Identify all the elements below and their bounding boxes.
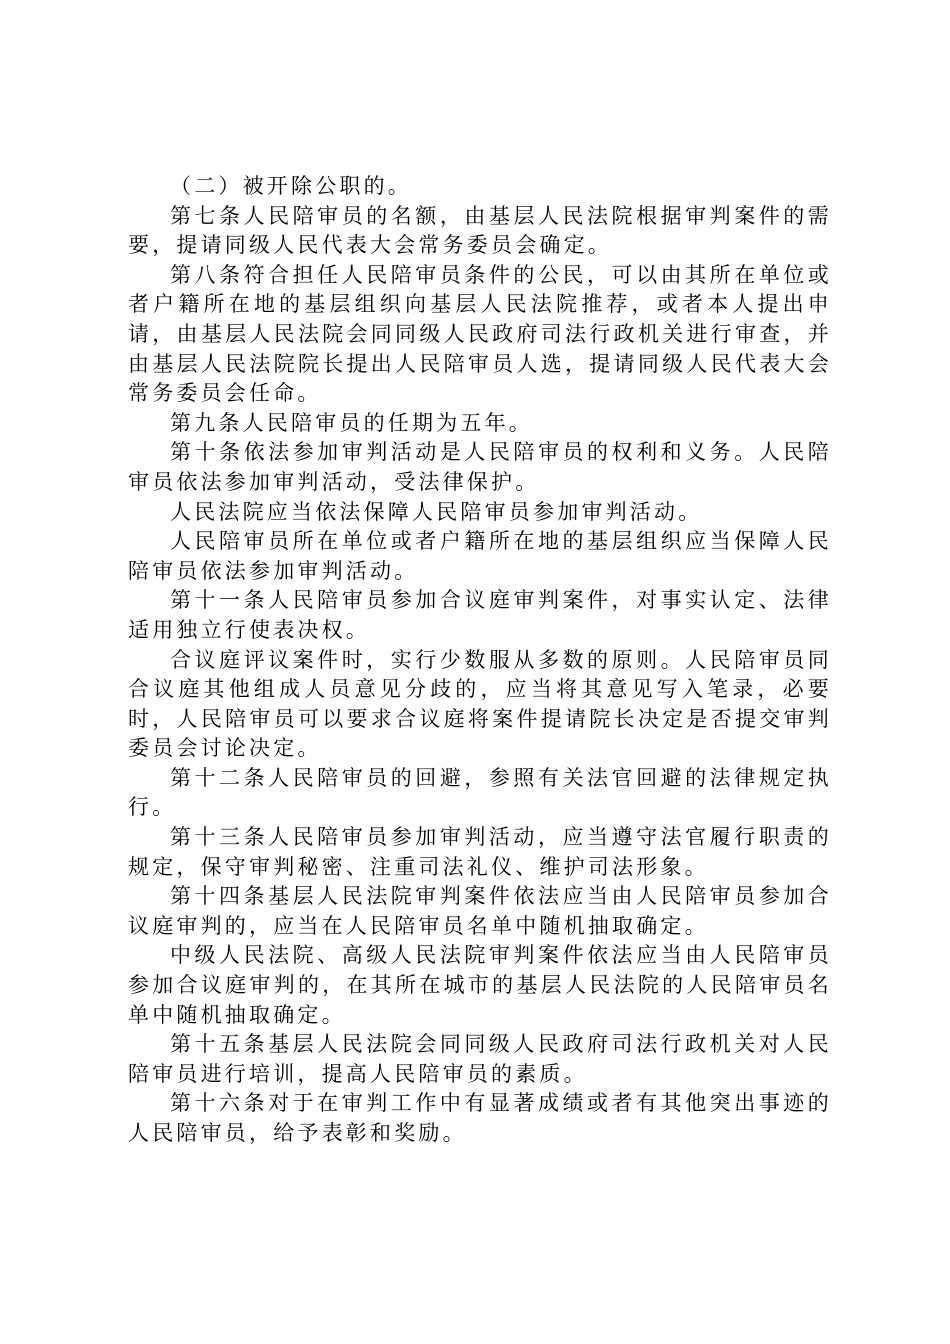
paragraph-11: 第十三条人民陪审员参加审判活动，应当遵守法官履行职责的规定，保守审判秘密、注重司法礼仪、维护司法形象。: [128, 825, 832, 879]
paragraph-14: 第十五条基层人民法院会同同级人民政府司法行政机关对人民陪审员进行培训，提高人民陪审员的素质。: [128, 1032, 832, 1086]
paragraph-9: 合议庭评议案件时，实行少数服从多数的原则。人民陪审员同合议庭其他组成人员意见分歧的，应当将其意见写入笔录，必要时，人民陪审员可以要求合议庭将案件提请院长决定是否提交审判委员会讨论决定。: [128, 647, 832, 761]
paragraph-4: 第九条人民陪审员的任期为五年。: [170, 410, 533, 435]
paragraph-7: 人民陪审员所在单位或者户籍所在地的基层组织应当保障人民陪审员依法参加审判活动。: [128, 529, 832, 583]
paragraph-3: 第八条符合担任人民陪审员条件的公民，可以由其所在单位或者户籍所在地的基层组织向基层人民法院推荐，或者本人提出申请，由基层人民法院会同同级人民政府司法行政机关进行审查，并由基层人民法院院长提出人民陪审员人选，提请同级人民代表大会常务委员会任命。: [128, 262, 832, 406]
paragraph-1: （二）被开除公职的。: [170, 174, 412, 198]
paragraph-13: 中级人民法院、高级人民法院审判案件依法应当由人民陪审员参加合议庭审判的，在其所在城市的基层人民法院的人民陪审员名单中随机抽取确定。: [128, 943, 832, 1027]
paragraph-6: 人民法院应当依法保障人民陪审员参加审判活动。: [170, 499, 703, 524]
document-body: [128, 172, 832, 1149]
paragraph-12: 第十四条基层人民法院审判案件依法应当由人民陪审员参加合议庭审判的，应当在人民陪审员名单中随机抽取确定。: [128, 884, 832, 938]
paragraph-2: 第七条人民陪审员的名额，由基层人民法院根据审判案件的需要，提请同级人民代表大会常务委员会确定。: [128, 203, 832, 258]
paragraph-5: 第十条依法参加审判活动是人民陪审员的权利和义务。人民陪审员依法参加审判活动，受法律保护。: [128, 440, 832, 494]
paragraph-8: 第十一条人民陪审员参加合议庭审判案件，对事实认定、法律适用独立行使表决权。: [128, 588, 832, 642]
paragraph-10: 第十二条人民陪审员的回避，参照有关法官回避的法律规定执行。: [128, 765, 832, 820]
paragraph-15: 第十六条对于在审判工作中有显著成绩或者有其他突出事迹的人民陪审员，给予表彰和奖励。: [128, 1091, 832, 1145]
